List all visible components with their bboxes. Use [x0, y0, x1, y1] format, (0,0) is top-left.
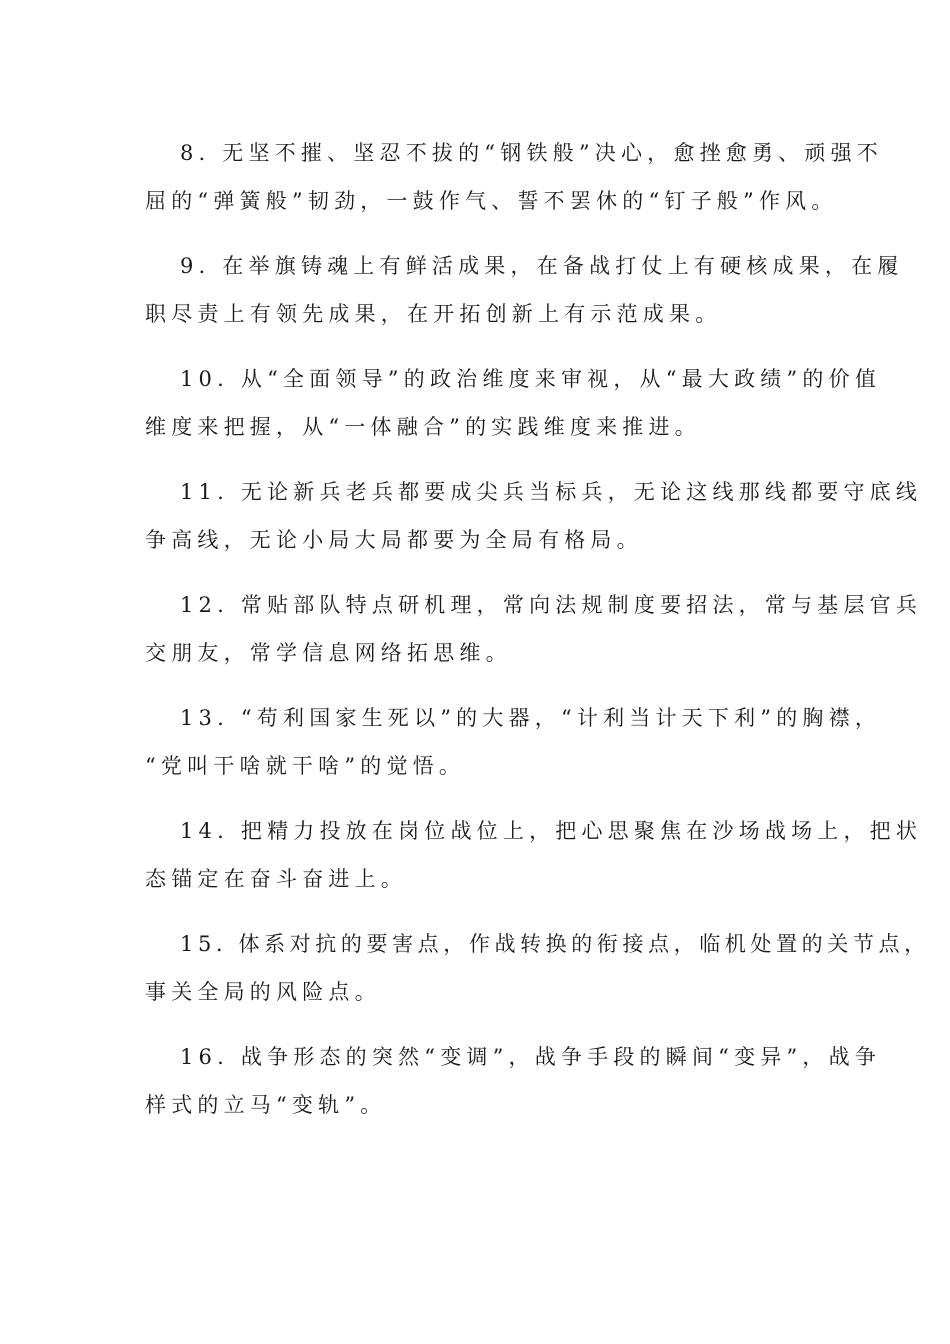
- item-10-line-2: 维度来把握，从“一体融合”的实践维度来推进。: [145, 415, 701, 439]
- item-8-line-2: 屈的“弹簧般”韧劲，一鼓作气、誓不罢休的“钉子般”作风。: [145, 189, 838, 213]
- item-11-line-2: 争高线，无论小局大局都要为全局有格局。: [145, 528, 643, 552]
- item-14-line-1: 14. 把精力投放在岗位战位上，把心思聚焦在沙场战场上，把状: [180, 819, 923, 843]
- item-12-line-2: 交朋友，常学信息网络拓思维。: [145, 641, 512, 665]
- item-14-line-2: 态锚定在奋斗奋进上。: [145, 867, 407, 891]
- item-9-line-1: 9. 在举旗铸魂上有鲜活成果，在备战打仗上有硬核成果，在履: [180, 254, 904, 278]
- item-12-line-1: 12. 常贴部队特点研机理，常向法规制度要招法，常与基层官兵: [180, 593, 923, 617]
- item-16-line-2: 样式的立马“变轨”。: [145, 1093, 387, 1117]
- item-10-line-1: 10. 从“全面领导”的政治维度来审视，从“最大政绩”的价值: [180, 367, 882, 391]
- item-16-line-1: 16. 战争形态的突然“变调”，战争手段的瞬间“变异”，战争: [180, 1045, 882, 1069]
- item-13-line-2: “党叫干啥就干啥”的觉悟。: [145, 754, 466, 778]
- item-15-line-2: 事关全局的风险点。: [145, 980, 381, 1004]
- item-13-line-1: 13. “苟利国家生死以”的大器，“计利当计天下利”的胸襟，: [180, 706, 882, 730]
- item-9-line-2: 职尽责上有领先成果，在开拓创新上有示范成果。: [145, 302, 722, 326]
- item-15-line-1: 15. 体系对抗的要害点，作战转换的衔接点，临机处置的关节点，: [180, 932, 930, 956]
- item-8-line-1: 8. 无坚不摧、坚忍不拔的“钢铁般”决心，愈挫愈勇、顽强不: [180, 141, 883, 165]
- item-11-line-1: 11. 无论新兵老兵都要成尖兵当标兵，无论这线那线都要守底线: [180, 480, 923, 504]
